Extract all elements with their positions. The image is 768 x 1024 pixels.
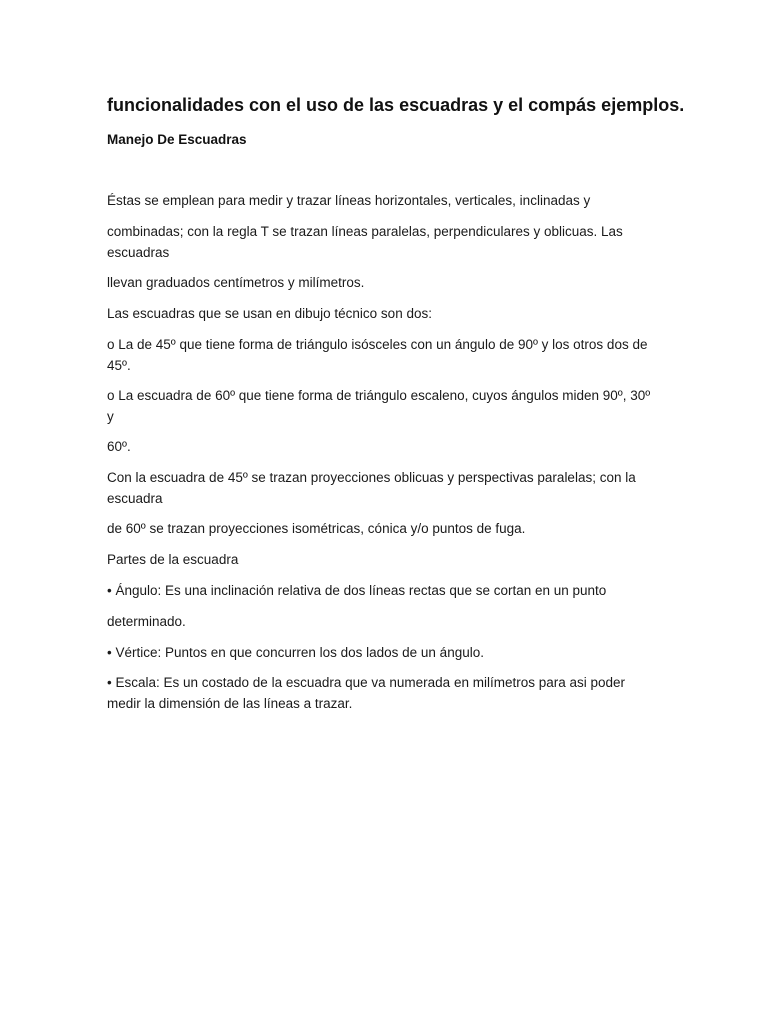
section-heading: Manejo De Escuadras	[107, 132, 247, 147]
paragraph-line: escuadras	[107, 245, 170, 260]
paragraph-line: o La de 45º que tiene forma de triángulo isósceles con un ángulo de 90º y los otros dos de	[107, 337, 648, 352]
document-title: funcionalidades con el uso de las escuadras y el compás ejemplos.	[107, 95, 685, 115]
paragraph-line: determinado.	[107, 614, 186, 629]
section-label: Partes de la escuadra	[107, 552, 239, 567]
paragraph-line: Éstas se emplean para medir y trazar líneas horizontales, verticales, inclinadas y	[107, 193, 591, 208]
paragraph-line: llevan graduados centímetros y milímetros.	[107, 275, 365, 290]
paragraph-line: escuadra	[107, 491, 163, 506]
paragraph-line: y	[107, 409, 114, 424]
paragraph-line: de 60º se trazan proyecciones isométricas, cónica y/o puntos de fuga.	[107, 521, 526, 536]
paragraph-line: medir la dimensión de las líneas a trazar.	[107, 696, 353, 711]
bullet-item: • Ángulo: Es una inclinación relativa de dos líneas rectas que se cortan en un punto	[107, 583, 607, 598]
paragraph-line: 45º.	[107, 358, 131, 373]
bullet-item: • Escala: Es un costado de la escuadra que va numerada en milímetros para asi poder	[107, 675, 626, 690]
paragraph-line: o La escuadra de 60º que tiene forma de triángulo escaleno, cuyos ángulos miden 90º, 30º	[107, 388, 651, 403]
paragraph-line: 60º.	[107, 439, 131, 454]
paragraph-line: combinadas; con la regla T se trazan líneas paralelas, perpendiculares y oblicuas. Las	[107, 224, 623, 239]
bullet-item: • Vértice: Puntos en que concurren los dos lados de un ángulo.	[107, 645, 484, 660]
paragraph-line: Con la escuadra de 45º se trazan proyecciones oblicuas y perspectivas paralelas; con la	[107, 470, 636, 485]
paragraph-line: Las escuadras que se usan en dibujo técnico son dos:	[107, 306, 432, 321]
